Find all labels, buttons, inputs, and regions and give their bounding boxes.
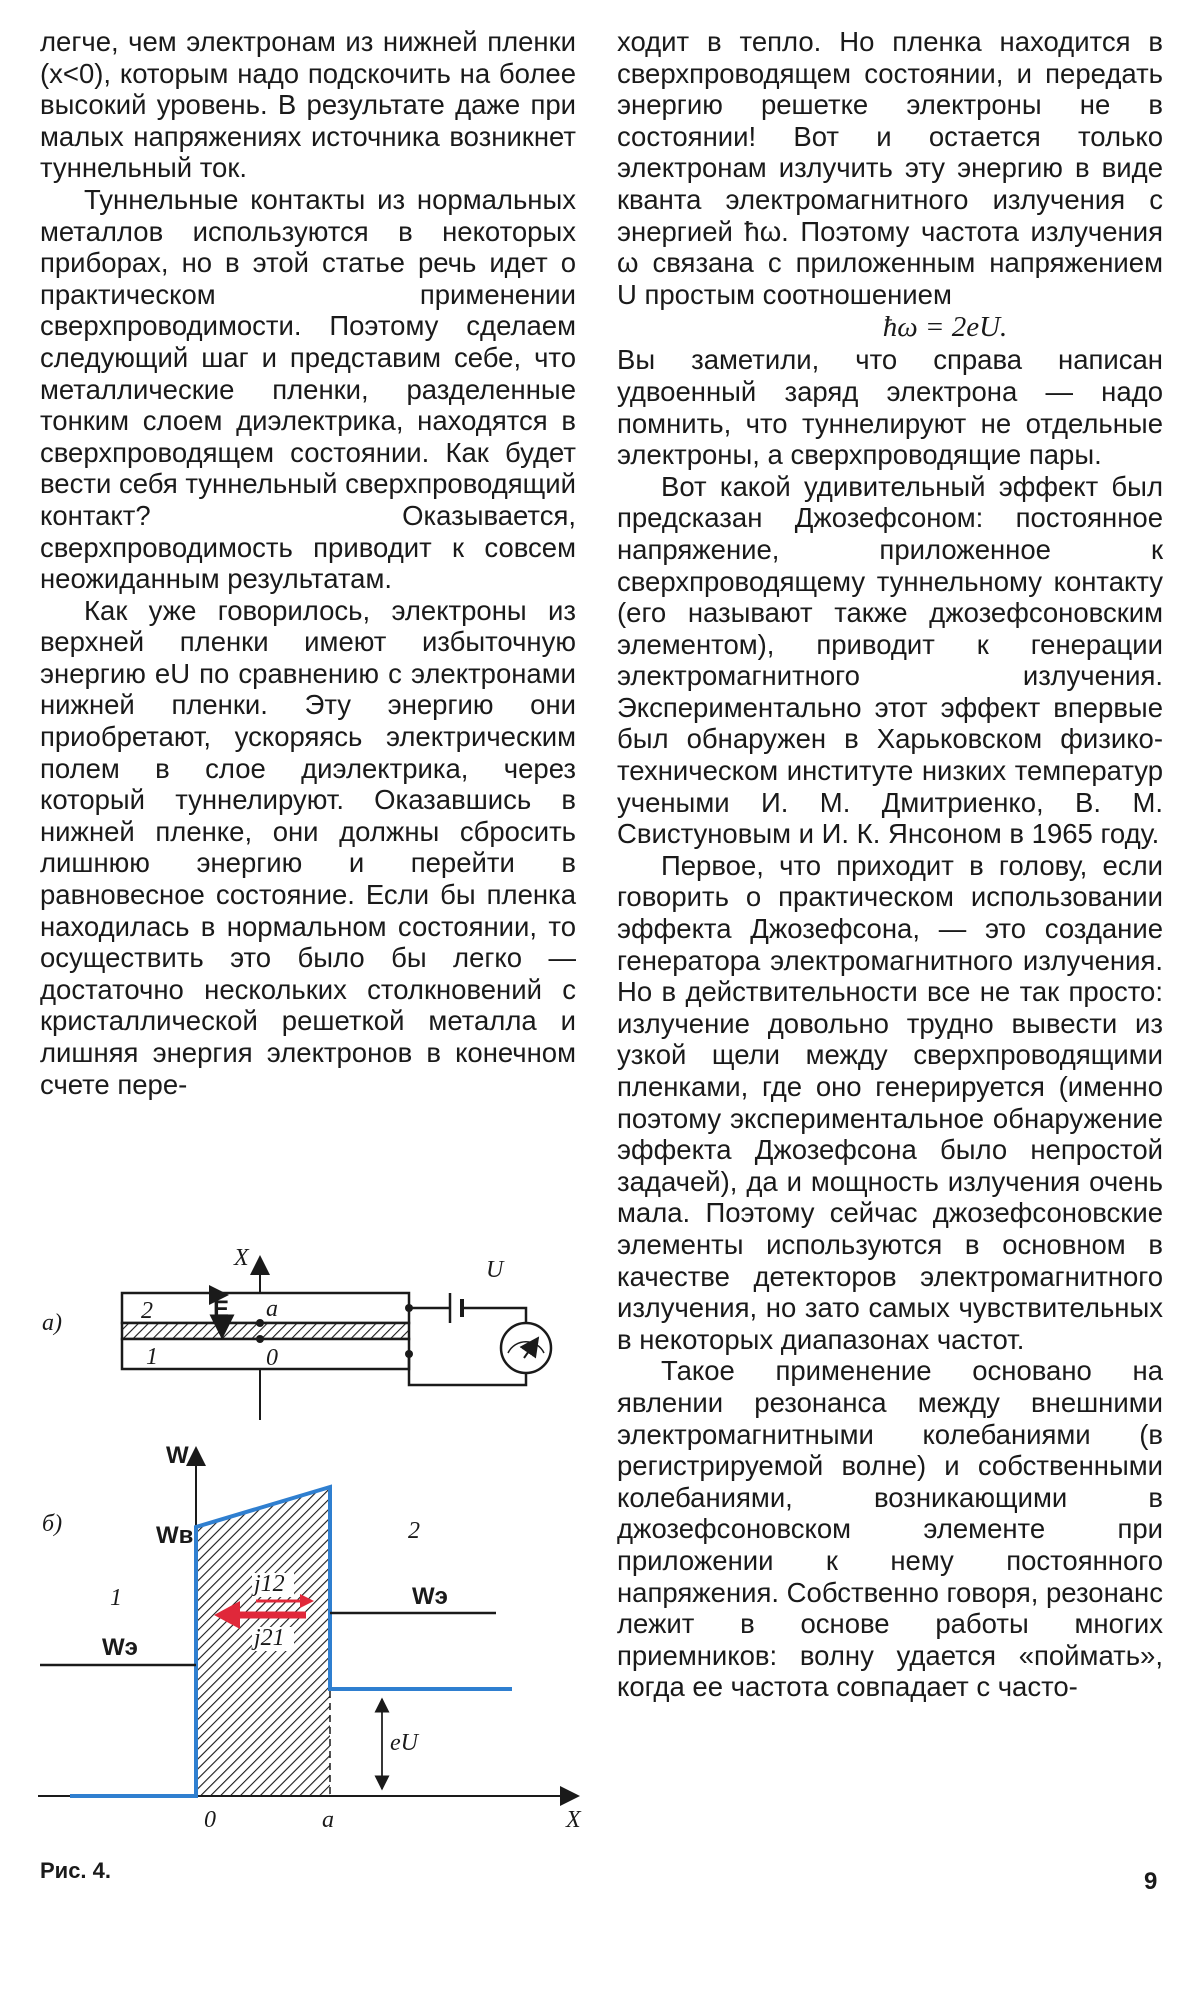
- paragraph: Первое, что приходит в голову, если говорить о практическом использовании эффекта Джозефсона, — это создание генератора электромагнитного излучения. Но в действительности все не так просто: излучение довольно трудно вывести из узкой щели между сверхпроводящими пленками, где оно генерируется (именно поэтому экспериментальное обнаружение эффекта Джозефсона было непростой задачей), да и мощность излучения очень мала. Поэтому сейчас джозефсоновские элементы используются в основном в качестве детекторов электромагнитного излучения, но зато самых чувствительных в некоторых диапазонах частот.: [617, 849, 1163, 1355]
- figure-4: [38, 1235, 598, 1845]
- meter-icon: [501, 1323, 551, 1373]
- paragraph: Как уже говорилось, электроны из верхней пленки имеют избыточную энергию eU по сравнению с электронами нижней пленки. Эту энергию они приобретают, ускоряясь электрическим полем в слое диэлектрика, через который туннелируют. Оказавшись в нижней пленке, они должны сбросить лишнюю энергию и перейти в равновесное состояние. Если бы пленка находилась в нормальном состоянии, то осуществить это было бы легко — достаточно нескольких столкновений с кристаллической решеткой металла и лишняя энергия электронов в конечном счете пере-: [40, 594, 576, 1100]
- origin-label: 0: [266, 1345, 278, 1371]
- voltage-label: U: [486, 1257, 504, 1283]
- w-axis-label: W: [166, 1442, 189, 1469]
- paragraph: Туннельные контакты из нормальных металлов используются в некоторых приборах, но в этой статье речь идет о практическом применении сверхпроводимости. Поэтому сделаем следующий шаг и представим себе, что металлические пленки, разделенные тонким слоем диэлектрика, находятся в сверхпроводящем состоянии. Как будет вести себя туннельный сверхпроводящий контакт? Оказывается, сверхпроводимость приводит к совсем неожиданным результатам.: [40, 183, 576, 595]
- left-column: [40, 26, 576, 1100]
- panel-a-label: а): [42, 1310, 62, 1336]
- point-a-dot: [256, 1319, 264, 1327]
- panel-b: [38, 1442, 582, 1833]
- paragraph: Вы заметили, что справа написан удвоенный заряд электрона — надо помнить, что туннелируют не отдельные электроны, а сверхпроводящие пары.: [617, 344, 1163, 471]
- origin-label: 0: [204, 1807, 216, 1833]
- fermi-left-label: Wэ: [102, 1634, 138, 1661]
- region-right-label: 2: [408, 1518, 420, 1544]
- point-a-label: a: [322, 1807, 334, 1833]
- panel-b-label: б): [42, 1511, 63, 1537]
- x-axis-label: X: [566, 1807, 581, 1833]
- page-number: 9: [1144, 1868, 1158, 1895]
- barrier-height-label: Wв: [156, 1522, 194, 1549]
- x-axis-label: X: [234, 1245, 249, 1271]
- right-column: [617, 26, 1163, 1703]
- paragraph: Такое применение основано на явлении резонанса между внешними электромагнитными колебаниями (в регистрируемой волне) и собственными колебаниями, возникающими в джозефсоновском элементе при приложении к нему постоянного напряжения. Собственно говоря, резонанс лежит в основе работы многих приемников: волну удается «поймать», когда ее частота совпадает с часто-: [617, 1355, 1163, 1703]
- wire: [462, 1308, 526, 1323]
- paragraph: легче, чем электронам из нижней пленки (x<0), которым надо подскочить на более высокий уровень. В результате даже при малых напряжениях источника возникнет туннельный ток.: [40, 26, 576, 184]
- paragraph: ходит в тепло. Но пленка находится в сверхпроводящем состоянии, и передать энергию решетке электроны не в состоянии! Вот и остается только электронам излучить эту энергию в виде кванта электромагнитного излучения с энергией ħω. Поэтому частота излучения ω связана с приложенным напряжением U простым соотношением: [617, 26, 1163, 310]
- paragraph: Вот какой удивительный эффект был предсказан Джозефсоном: постоянное напряжение, приложенное к сверхпроводящему туннельному контакту (его называют также джозефсоновским элементом), приводит к генерации электромагнитного излучения. Экспериментально этот эффект впервые был обнаружен в Харьковском физико-техническом институте низких температур учеными И. М. Дмитриенко, В. М. Свистуновым и И. К. Янсоном в 1965 году.: [617, 470, 1163, 850]
- formula: ħω = 2eU.: [882, 311, 1008, 344]
- region-left-label: 1: [110, 1585, 122, 1611]
- field-label: E: [213, 1296, 230, 1323]
- dielectric-layer: [122, 1323, 409, 1339]
- energy-shift-label: eU: [390, 1730, 418, 1756]
- layer-bottom-label: 1: [146, 1344, 158, 1370]
- figure-caption: Рис. 4.: [40, 1858, 112, 1883]
- current-12-label: j12: [254, 1571, 285, 1597]
- origin-dot: [256, 1335, 264, 1343]
- current-21-label: j21: [254, 1625, 285, 1651]
- panel-a: [42, 1245, 551, 1420]
- point-a-label: a: [266, 1296, 278, 1322]
- fermi-right-label: Wэ: [412, 1583, 448, 1610]
- layer-top-label: 2: [141, 1298, 153, 1324]
